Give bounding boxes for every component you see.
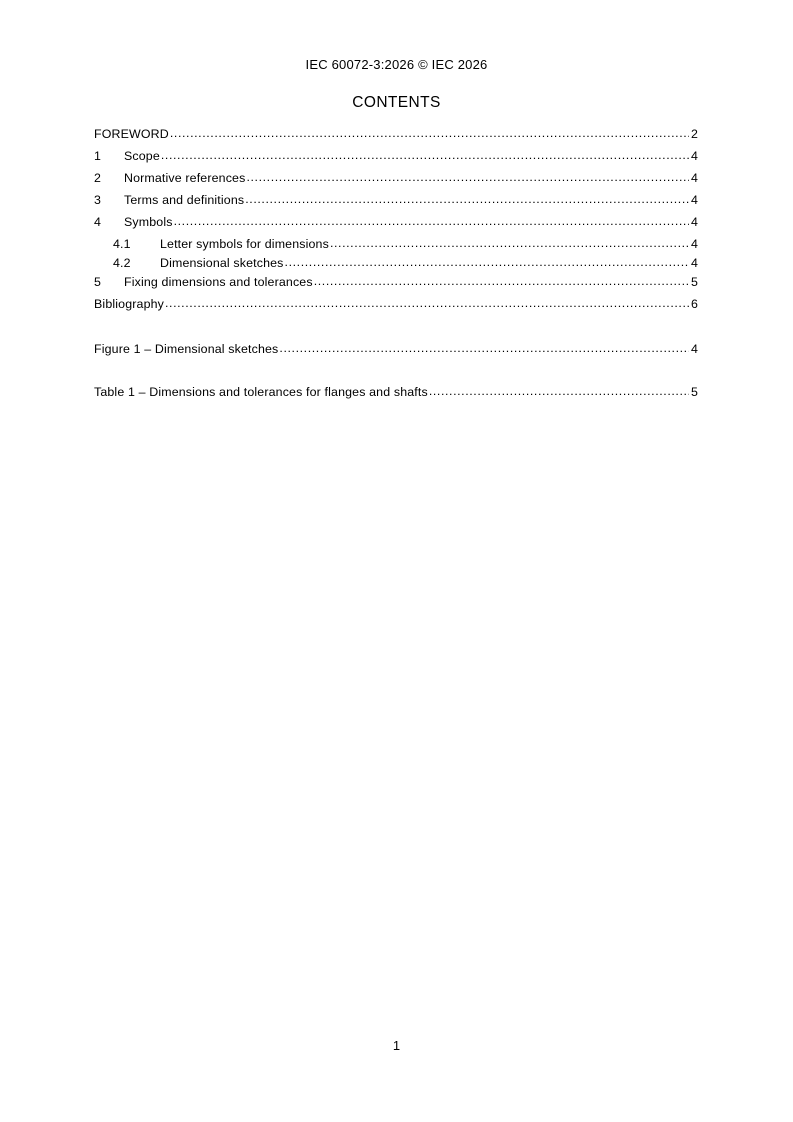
toc-entry-label: Terms and definitions [124, 193, 245, 207]
toc-entry-page: 4 [690, 171, 698, 185]
dot-leader [245, 191, 689, 207]
toc-entry-terms-and-definitions[interactable] [94, 192, 698, 208]
toc-entry-label: Dimensional sketches [160, 256, 284, 270]
figure-entry-page: 4 [690, 342, 698, 356]
toc-entry-page: 4 [690, 215, 698, 229]
table-entry-label: Table 1 – Dimensions and tolerances for flanges and shafts [94, 385, 428, 399]
dot-leader [161, 147, 689, 163]
list-of-figures-entry[interactable] [94, 341, 698, 357]
toc-entry-number: 2 [94, 171, 102, 185]
dot-leader [279, 340, 689, 356]
dot-leader [165, 295, 689, 311]
toc-entry-number: 4.1 [113, 237, 131, 251]
toc-entry-page: 4 [690, 193, 698, 207]
toc-entry-bibliography[interactable] [94, 296, 698, 312]
toc-entry-page: 5 [690, 275, 698, 289]
toc-entry-number: 1 [94, 149, 102, 163]
toc-entry-page: 4 [690, 149, 698, 163]
dot-leader [330, 235, 689, 251]
toc-entry-normative-references[interactable] [94, 170, 698, 186]
toc-entry-symbols[interactable] [94, 214, 698, 230]
toc-entry-page: 6 [690, 297, 698, 311]
list-of-tables-entry[interactable] [94, 384, 698, 400]
toc-entry-label: Normative references [124, 171, 246, 185]
dot-leader [246, 169, 689, 185]
dot-leader [174, 213, 689, 229]
toc-entry-number: 3 [94, 193, 102, 207]
dot-leader [285, 254, 689, 270]
toc-entry-page: 4 [690, 237, 698, 251]
toc-entry-fixing-dimensions[interactable] [94, 274, 698, 290]
toc-entry-letter-symbols[interactable] [113, 236, 698, 252]
table-entry-page: 5 [690, 385, 698, 399]
toc-entry-label: Fixing dimensions and tolerances [124, 275, 313, 289]
toc-entry-label: Letter symbols for dimensions [160, 237, 329, 251]
toc-entry-number: 5 [94, 275, 102, 289]
toc-entry-scope[interactable] [94, 148, 698, 164]
toc-entry-page: 2 [690, 127, 698, 141]
figure-entry-label: Figure 1 – Dimensional sketches [94, 342, 279, 356]
document-header: IEC 60072-3:2026 © IEC 2026 [305, 57, 488, 72]
toc-entry-page: 4 [690, 256, 698, 270]
toc-entry-foreword[interactable] [94, 126, 698, 142]
dot-leader [170, 125, 689, 141]
toc-entry-number: 4 [94, 215, 102, 229]
dot-leader [429, 383, 689, 399]
toc-entry-label: Scope [124, 149, 160, 163]
page-number: 1 [392, 1038, 401, 1053]
toc-entry-number: 4.2 [113, 256, 131, 270]
toc-entry-label: Bibliography [94, 297, 164, 311]
toc-entry-label: FOREWORD [94, 127, 169, 141]
contents-title: CONTENTS [352, 94, 441, 111]
toc-entry-label: Symbols [124, 215, 173, 229]
toc-entry-dimensional-sketches[interactable] [113, 255, 698, 271]
dot-leader [314, 273, 689, 289]
